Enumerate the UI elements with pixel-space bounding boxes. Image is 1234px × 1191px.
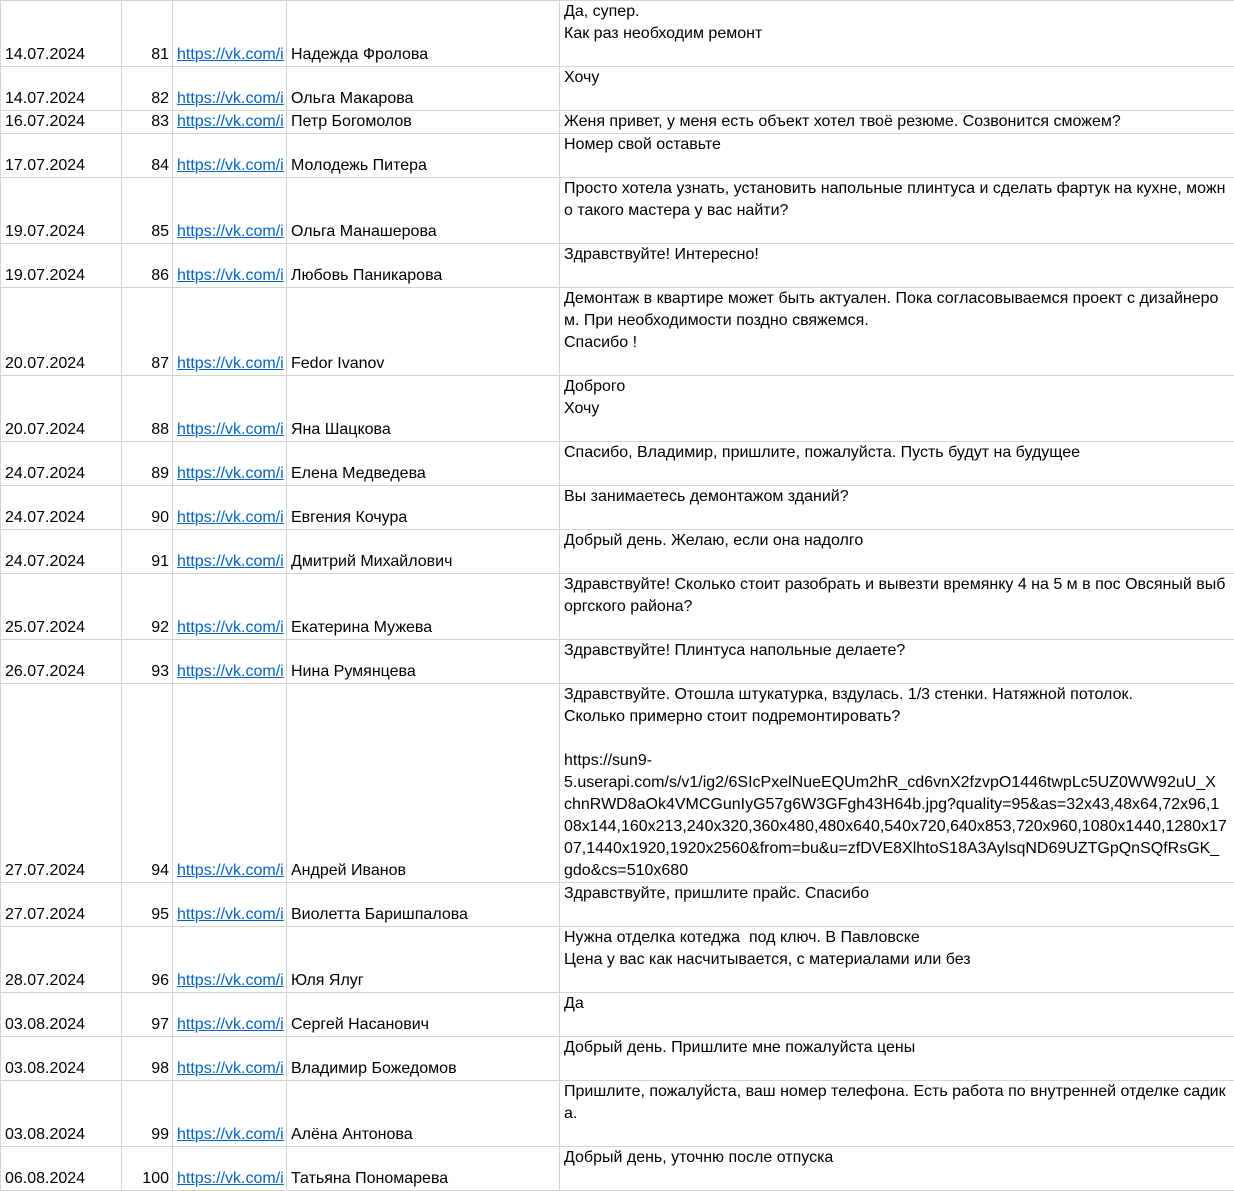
message-text: Пришлите, пожалуйста, ваш номер телефона. Есть работа по внутренней отделке садика. [564, 1083, 1226, 1122]
date-text: 06.08.2024 [5, 1170, 85, 1187]
message-text: Добрый день. Желаю, если она надолго [564, 532, 863, 549]
name-cell[interactable] [287, 574, 560, 640]
profile-link[interactable]: https://vk.com/i [177, 553, 284, 570]
date-cell[interactable] [1, 178, 122, 244]
name-text: Ольга Манашерова [291, 223, 437, 240]
table-row[interactable] [1, 134, 1234, 178]
number-text: 90 [151, 509, 169, 526]
link-cell[interactable] [173, 883, 287, 927]
message-text: Номер свой оставьте [564, 136, 721, 153]
table-row[interactable] [1, 67, 1234, 111]
name-text: Юля Ялуг [291, 972, 364, 989]
name-cell[interactable] [287, 67, 560, 111]
number-text: 96 [151, 972, 169, 989]
date-cell[interactable] [1, 486, 122, 530]
date-cell[interactable] [1, 1, 122, 67]
profile-link[interactable]: https://vk.com/i [177, 157, 284, 174]
name-text: Яна Шацкова [291, 421, 391, 438]
number-cell[interactable] [122, 927, 173, 993]
name-text: Владимир Божедомов [291, 1060, 457, 1077]
date-cell[interactable] [1, 530, 122, 574]
message-text: Добрый день, уточню после отпуска [564, 1149, 833, 1166]
date-cell[interactable] [1, 1037, 122, 1081]
message-cell[interactable] [560, 1081, 1234, 1147]
message-cell[interactable] [560, 111, 1234, 134]
name-text: Нина Румянцева [291, 663, 416, 680]
date-text: 14.07.2024 [5, 46, 85, 63]
number-text: 82 [151, 90, 169, 107]
date-cell[interactable] [1, 883, 122, 927]
message-cell[interactable] [560, 640, 1234, 684]
number-cell[interactable] [122, 288, 173, 376]
date-text: 24.07.2024 [5, 509, 85, 526]
name-cell[interactable] [287, 684, 560, 883]
link-cell[interactable] [173, 244, 287, 288]
link-cell[interactable] [173, 927, 287, 993]
profile-link[interactable]: https://vk.com/i [177, 1060, 284, 1077]
date-text: 14.07.2024 [5, 90, 85, 107]
message-text: Спасибо, Владимир, пришлите, пожалуйста. Пусть будут на будущее [564, 444, 1080, 461]
name-text: Дмитрий Михайлович [291, 553, 452, 570]
number-cell[interactable] [122, 111, 173, 134]
number-cell[interactable] [122, 530, 173, 574]
date-text: 16.07.2024 [5, 113, 85, 130]
profile-link[interactable]: https://vk.com/i [177, 267, 284, 284]
link-cell[interactable] [173, 134, 287, 178]
table-row[interactable] [1, 244, 1234, 288]
name-cell[interactable] [287, 1037, 560, 1081]
link-cell[interactable] [173, 530, 287, 574]
message-cell[interactable] [560, 486, 1234, 530]
name-cell[interactable] [287, 1, 560, 67]
name-text: Алёна Антонова [291, 1126, 413, 1143]
number-text: 93 [151, 663, 169, 680]
name-cell[interactable] [287, 530, 560, 574]
name-cell[interactable] [287, 883, 560, 927]
table-row[interactable] [1, 288, 1234, 376]
table-row[interactable] [1, 1147, 1234, 1191]
number-text: 92 [151, 619, 169, 636]
date-text: 19.07.2024 [5, 267, 85, 284]
date-cell[interactable] [1, 244, 122, 288]
message-text: Да [564, 995, 584, 1012]
message-cell[interactable] [560, 574, 1234, 640]
link-cell[interactable] [173, 1, 287, 67]
message-cell[interactable] [560, 288, 1234, 376]
date-cell[interactable] [1, 67, 122, 111]
link-cell[interactable] [173, 67, 287, 111]
name-text: Fedor Ivanov [291, 355, 384, 372]
date-cell[interactable] [1, 134, 122, 178]
profile-link[interactable]: https://vk.com/i [177, 1170, 284, 1187]
name-cell[interactable] [287, 486, 560, 530]
message-text: Добрый день. Пришлите мне пожалуйста цены [564, 1039, 915, 1056]
message-cell[interactable] [560, 442, 1234, 486]
message-text: Здравствуйте! Сколько стоит разобрать и вывезти времянку 4 на 5 м в пос Овсяный выборгского района? [564, 576, 1225, 615]
message-cell[interactable] [560, 883, 1234, 927]
number-cell[interactable] [122, 244, 173, 288]
number-text: 83 [151, 113, 169, 130]
link-cell[interactable] [173, 574, 287, 640]
date-cell[interactable] [1, 574, 122, 640]
link-cell[interactable] [173, 376, 287, 442]
date-text: 25.07.2024 [5, 619, 85, 636]
name-text: Любовь Паникарова [291, 267, 442, 284]
number-text: 91 [151, 553, 169, 570]
profile-link[interactable]: https://vk.com/i [177, 46, 284, 63]
number-cell[interactable] [122, 640, 173, 684]
message-cell[interactable] [560, 134, 1234, 178]
number-cell[interactable] [122, 1, 173, 67]
link-cell[interactable] [173, 640, 287, 684]
date-cell[interactable] [1, 927, 122, 993]
message-text: Здравствуйте, пришлите прайс. Спасибо [564, 885, 869, 902]
name-cell[interactable] [287, 442, 560, 486]
number-text: 99 [151, 1126, 169, 1143]
profile-link[interactable]: https://vk.com/i [177, 113, 284, 130]
table-row[interactable] [1, 442, 1234, 486]
date-text: 03.08.2024 [5, 1126, 85, 1143]
number-cell[interactable] [122, 1147, 173, 1191]
name-text: Елена Медведева [291, 465, 426, 482]
message-text: Демонтаж в квартире может быть актуален. Пока согласовываемся проект с дизайнером. При необходимости поздно свяжемся. Спасибо ! [564, 290, 1218, 351]
date-text: 03.08.2024 [5, 1060, 85, 1077]
date-cell[interactable] [1, 111, 122, 134]
name-text: Надежда Фролова [291, 46, 428, 63]
name-cell[interactable] [287, 288, 560, 376]
message-text: Здравствуйте. Отошла штукатурка, вздулась. 1/3 стенки. Натяжной потолок. Сколько примерно стоит подремонтировать? https://sun9- 5.userapi.com/s/v1/ig2/6SIcPxelNueEQUm2hR_cd6vnX2fzvpO1446twpLc5UZ0WW92uU_X chnRWD8aOk4VMCGunIyG57g6W3GFgh43H64b.jpg?quality=95&as=32x43,48x64,72x96,1 08x144,160x213,240x320,360x480,480x640,540x720,640x853,720x960,1080x1440,1280x17 07,1440x1920,1920x2560&from=bu&u=zfDVE8XlhtoS18A3AylsqND69UZTGpQnSQfRsGK_ gdo&cs=510x680 [564, 686, 1227, 879]
number-cell[interactable] [122, 486, 173, 530]
date-text: 20.07.2024 [5, 355, 85, 372]
table-row[interactable] [1, 486, 1234, 530]
date-text: 17.07.2024 [5, 157, 85, 174]
date-text: 24.07.2024 [5, 465, 85, 482]
date-cell[interactable] [1, 376, 122, 442]
date-text: 27.07.2024 [5, 862, 85, 879]
name-cell[interactable] [287, 178, 560, 244]
date-cell[interactable] [1, 684, 122, 883]
profile-link[interactable]: https://vk.com/i [177, 972, 284, 989]
message-cell[interactable] [560, 1147, 1234, 1191]
name-cell[interactable] [287, 1147, 560, 1191]
number-text: 88 [151, 421, 169, 438]
number-text: 98 [151, 1060, 169, 1077]
name-text: Евгения Кочура [291, 509, 407, 526]
profile-link[interactable]: https://vk.com/i [177, 1016, 284, 1033]
name-cell[interactable] [287, 1081, 560, 1147]
date-cell[interactable] [1, 640, 122, 684]
date-text: 03.08.2024 [5, 1016, 85, 1033]
number-cell[interactable] [122, 178, 173, 244]
message-cell[interactable] [560, 684, 1234, 883]
message-text: Да, супер. Как раз необходим ремонт [564, 3, 762, 42]
link-cell[interactable] [173, 178, 287, 244]
table-row[interactable] [1, 178, 1234, 244]
date-text: 19.07.2024 [5, 223, 85, 240]
date-text: 28.07.2024 [5, 972, 85, 989]
message-cell[interactable] [560, 530, 1234, 574]
message-cell[interactable] [560, 1, 1234, 67]
link-cell[interactable] [173, 111, 287, 134]
profile-link[interactable]: https://vk.com/i [177, 1126, 284, 1143]
name-text: Молодежь Питера [291, 157, 427, 174]
number-cell[interactable] [122, 442, 173, 486]
message-cell[interactable] [560, 927, 1234, 993]
name-cell[interactable] [287, 993, 560, 1037]
number-text: 94 [151, 862, 169, 879]
number-cell[interactable] [122, 883, 173, 927]
date-cell[interactable] [1, 1081, 122, 1147]
name-cell[interactable] [287, 244, 560, 288]
date-text: 20.07.2024 [5, 421, 85, 438]
message-text: Просто хотела узнать, установить напольные плинтуса и сделать фартук на кухне, можно такого мастера у вас найти? [564, 180, 1225, 219]
number-cell[interactable] [122, 1037, 173, 1081]
profile-link[interactable]: https://vk.com/i [177, 355, 284, 372]
table-row[interactable] [1, 574, 1234, 640]
profile-link[interactable]: https://vk.com/i [177, 663, 284, 680]
number-cell[interactable] [122, 67, 173, 111]
table-row[interactable] [1, 376, 1234, 442]
message-cell[interactable] [560, 178, 1234, 244]
link-cell[interactable] [173, 486, 287, 530]
number-text: 100 [142, 1170, 169, 1187]
date-cell[interactable] [1, 442, 122, 486]
spreadsheet-body [1, 1, 1234, 1191]
link-cell[interactable] [173, 684, 287, 883]
message-text: Здравствуйте! Интересно! [564, 246, 759, 263]
message-text: Здравствуйте! Плинтуса напольные делаете? [564, 642, 905, 659]
number-text: 81 [151, 46, 169, 63]
name-text: Ольга Макарова [291, 90, 413, 107]
message-text: Хочу [564, 69, 599, 86]
table-row[interactable] [1, 883, 1234, 927]
link-cell[interactable] [173, 1037, 287, 1081]
date-cell[interactable] [1, 288, 122, 376]
table-row[interactable] [1, 111, 1234, 134]
name-cell[interactable] [287, 376, 560, 442]
message-text: Женя привет, у меня есть объект хотел твоё резюме. Созвонится сможем? [564, 113, 1121, 130]
link-cell[interactable] [173, 442, 287, 486]
message-text: Нужна отделка котеджа под ключ. В Павловске Цена у вас как насчитывается, с материалами или без [564, 929, 971, 968]
link-cell[interactable] [173, 1147, 287, 1191]
name-cell[interactable] [287, 111, 560, 134]
name-text: Виолетта Баришпалова [291, 906, 468, 923]
message-cell[interactable] [560, 1037, 1234, 1081]
table-row[interactable] [1, 1081, 1234, 1147]
table-row[interactable] [1, 927, 1234, 993]
number-cell[interactable] [122, 574, 173, 640]
profile-link[interactable]: https://vk.com/i [177, 465, 284, 482]
number-cell[interactable] [122, 376, 173, 442]
date-cell[interactable] [1, 993, 122, 1037]
table-row[interactable] [1, 1, 1234, 67]
number-cell[interactable] [122, 134, 173, 178]
name-cell[interactable] [287, 134, 560, 178]
link-cell[interactable] [173, 993, 287, 1037]
table-row[interactable] [1, 993, 1234, 1037]
name-text: Андрей Иванов [291, 862, 406, 879]
name-cell[interactable] [287, 927, 560, 993]
name-text: Татьяна Пономарева [291, 1170, 448, 1187]
number-text: 84 [151, 157, 169, 174]
name-text: Петр Богомолов [291, 113, 412, 130]
number-text: 89 [151, 465, 169, 482]
table-row[interactable] [1, 1037, 1234, 1081]
profile-link[interactable]: https://vk.com/i [177, 509, 284, 526]
number-text: 95 [151, 906, 169, 923]
date-text: 27.07.2024 [5, 906, 85, 923]
date-cell[interactable] [1, 1147, 122, 1191]
message-text: Доброго Хочу [564, 378, 625, 417]
table-row[interactable] [1, 684, 1234, 883]
number-text: 85 [151, 223, 169, 240]
name-cell[interactable] [287, 640, 560, 684]
number-cell[interactable] [122, 993, 173, 1037]
message-cell[interactable] [560, 993, 1234, 1037]
profile-link[interactable]: https://vk.com/i [177, 862, 284, 879]
name-text: Екатерина Мужева [291, 619, 432, 636]
number-cell[interactable] [122, 1081, 173, 1147]
number-text: 87 [151, 355, 169, 372]
name-text: Сергей Насанович [291, 1016, 429, 1033]
message-cell[interactable] [560, 67, 1234, 111]
date-text: 24.07.2024 [5, 553, 85, 570]
profile-link[interactable]: https://vk.com/i [177, 223, 284, 240]
number-text: 86 [151, 267, 169, 284]
profile-link[interactable]: https://vk.com/i [177, 421, 284, 438]
link-cell[interactable] [173, 288, 287, 376]
number-text: 97 [151, 1016, 169, 1033]
profile-link[interactable]: https://vk.com/i [177, 619, 284, 636]
table-row[interactable] [1, 640, 1234, 684]
message-text: Вы занимаетесь демонтажом зданий? [564, 488, 849, 505]
table-row[interactable] [1, 530, 1234, 574]
number-cell[interactable] [122, 684, 173, 883]
message-cell[interactable] [560, 376, 1234, 442]
message-cell[interactable] [560, 244, 1234, 288]
profile-link[interactable]: https://vk.com/i [177, 906, 284, 923]
date-text: 26.07.2024 [5, 663, 85, 680]
link-cell[interactable] [173, 1081, 287, 1147]
profile-link[interactable]: https://vk.com/i [177, 90, 284, 107]
